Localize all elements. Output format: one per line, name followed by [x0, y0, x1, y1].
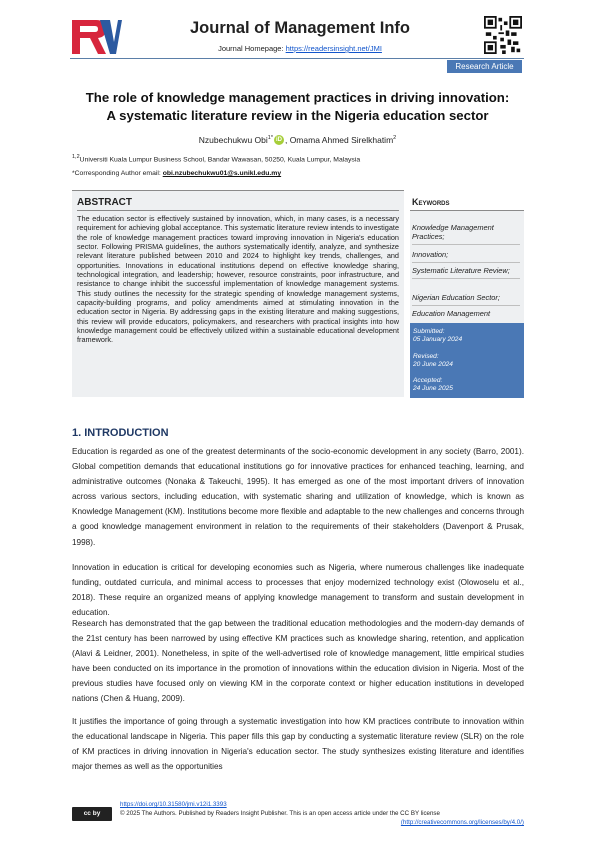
corresponding-label: *Corresponding Author email: — [72, 170, 163, 177]
abstract-top-rule — [72, 190, 404, 191]
homepage-label: Journal Homepage: — [218, 44, 286, 53]
journal-title: Journal of Management Info — [189, 19, 410, 37]
affiliation — [72, 154, 532, 163]
revised-label: Revised: — [413, 353, 439, 360]
qr-code-icon — [484, 16, 522, 54]
corresponding-author — [72, 170, 532, 177]
author-1: Nzubechukwu Obi — [198, 135, 268, 145]
keyword-item: Nigerian Education Sector; — [412, 293, 520, 306]
header-divider — [70, 58, 524, 59]
license-link[interactable]: (http://creativecommons.org/licenses/by/4.0/) — [400, 819, 524, 826]
orcid-icon[interactable]: iD — [275, 137, 282, 143]
body-paragraph: Education is regarded as one of the greatest determinants of the socio-economic development in any society (Barro, 2001). Global competition demands that educational institutions go for innovative practices for enhanced teaching, learning, and administrative outcomes (Nonaka & Takeuchi, 1995). It has emerged as one of the most important drivers of innovation across various sectors, including education, with systematic sharing and utilization of knowledge, which is known as Knowledge Management (KM). Institutions become more flexible and adaptable to the new challenges and concerns through a good knowledge management environment in relation to the requirements of their stakeholders (Davenport & Prusak, 1998). — [72, 447, 524, 547]
keyword-item: Education Management — [412, 309, 491, 318]
abstract-heading: ABSTRACT — [77, 197, 132, 208]
affiliation-mark: 1,2 — [72, 154, 80, 160]
keyword-item: Innovation; — [412, 250, 520, 263]
accepted-label: Accepted: — [413, 377, 443, 384]
author-2-affiliation-mark: 2 — [393, 135, 397, 142]
body-paragraph: It justifies the importance of going through a systematic investigation into how KM practices contribute to innovation within the educational landscape in Nigeria. This paper fills this gap by conducting a systematic literature review (SLR) on the role of KM practices in driving innovation in Nigeria's education sector. The study synthesizes existing literature and identifies major themes as well as the opportunities — [72, 717, 524, 772]
cc-license-icon[interactable]: cc by — [72, 807, 112, 821]
dates-box — [410, 323, 524, 398]
body-paragraph: Research has demonstrated that the gap between the traditional education methodologies and the modern-day demands of the 21st century has been narrowed by using effective KM practices such as knowledge sharing, retention, and application (Alavi & Leidner, 2001). Nonetheless, in spite of the well-advertised role of knowledge management, little empirical studies have been conducted on its importance in the promotion of innovations within the education division in Nigeria. Most of the previous studies have focused only on viewing KM in the corporate context or higher education institutions in developed nations (Chen & Huang, 2009). — [72, 619, 524, 704]
keyword-item: Knowledge Management Practices; — [412, 223, 520, 245]
section-heading-introduction: 1. INTRODUCTION — [72, 427, 169, 439]
abstract-heading-rule — [77, 210, 399, 211]
copyright-notice: © 2025 The Authors. Published by Readers Insight Publisher. This is an open access article under the CC BY license — [120, 810, 440, 817]
article-title-line-1: The role of knowledge management practices in driving innovation: — [85, 90, 510, 105]
corresponding-email-link[interactable]: obi.nzubechukwu01@s.unikl.edu.my — [162, 170, 282, 177]
journal-homepage — [150, 44, 450, 53]
submitted-date: 05 January 2024 — [413, 336, 463, 343]
journal-logo — [70, 16, 122, 58]
abstract-text: The education sector is effectively sustained by innovation, which, in many cases, is a necessary requirement for achieving global acceptance. This systematic literature review intends to investigate the role of knowledge management practices toward improving innovation in Nigeria's education sector. Following PRISMA guidelines, the authors systematically identify, analyze, and synthesize relevant literature published between 2010 and 2024 to highlight key trends, challenges, and opportunities. Innovations in educational institutions depend on effective knowledge sharing, technological integration, and leadership; however, resource constraints, poor infrastructure, and resistance to change inhibit the successful implementation of knowledge management systems. This study outlines the necessity for the strategic spending of knowledge management systems, capacity-building programs, and policy amendments aimed at stimulating innovation in the education sector in Nigeria. By addressing gaps in the existing literature and making suggestions, this review will provide educators, policymakers, and researchers with practical insights into how knowledge management could be effectively utilized within a sustainable educational development framework. — [77, 214, 399, 345]
article-title — [60, 89, 535, 124]
keyword-item: Systematic Literature Review; — [412, 266, 520, 279]
affiliation-text: Universiti Kuala Lumpur Business School, Bandar Wawasan, 50250, Kuala Lumpur, Malaysia — [79, 156, 361, 164]
article-title-line-2: A systematic literature review in the Nigeria education sector — [106, 107, 489, 123]
keywords-box — [410, 210, 524, 324]
revised-date: 20 June 2024 — [413, 361, 453, 368]
submitted-label: Submitted: — [413, 328, 445, 335]
body-paragraph: Innovation in education is critical for developing economies such as Nigeria, where numerous challenges like inadequate funding, outdated curricula, and minimal access to processes that enjoy modernized technology exist (Olowoselu et al., 2018). These require an organized means of applying knowledge management to transform and sustain development in education. — [72, 563, 524, 618]
accepted-date: 24 June 2025 — [413, 385, 453, 392]
author-1-affiliation-mark: 1* — [267, 135, 273, 142]
homepage-link[interactable]: https://readersinsight.net/JMI — [285, 44, 382, 53]
author-2: , Omama Ahmed Sirelkhatim — [284, 135, 394, 145]
article-type-badge: Research Article — [447, 60, 522, 73]
author-list — [60, 135, 535, 145]
keywords-heading: Keywords — [412, 197, 450, 207]
doi-link[interactable]: https://doi.org/10.31580/jmi.v12i1.3393 — [120, 801, 227, 808]
